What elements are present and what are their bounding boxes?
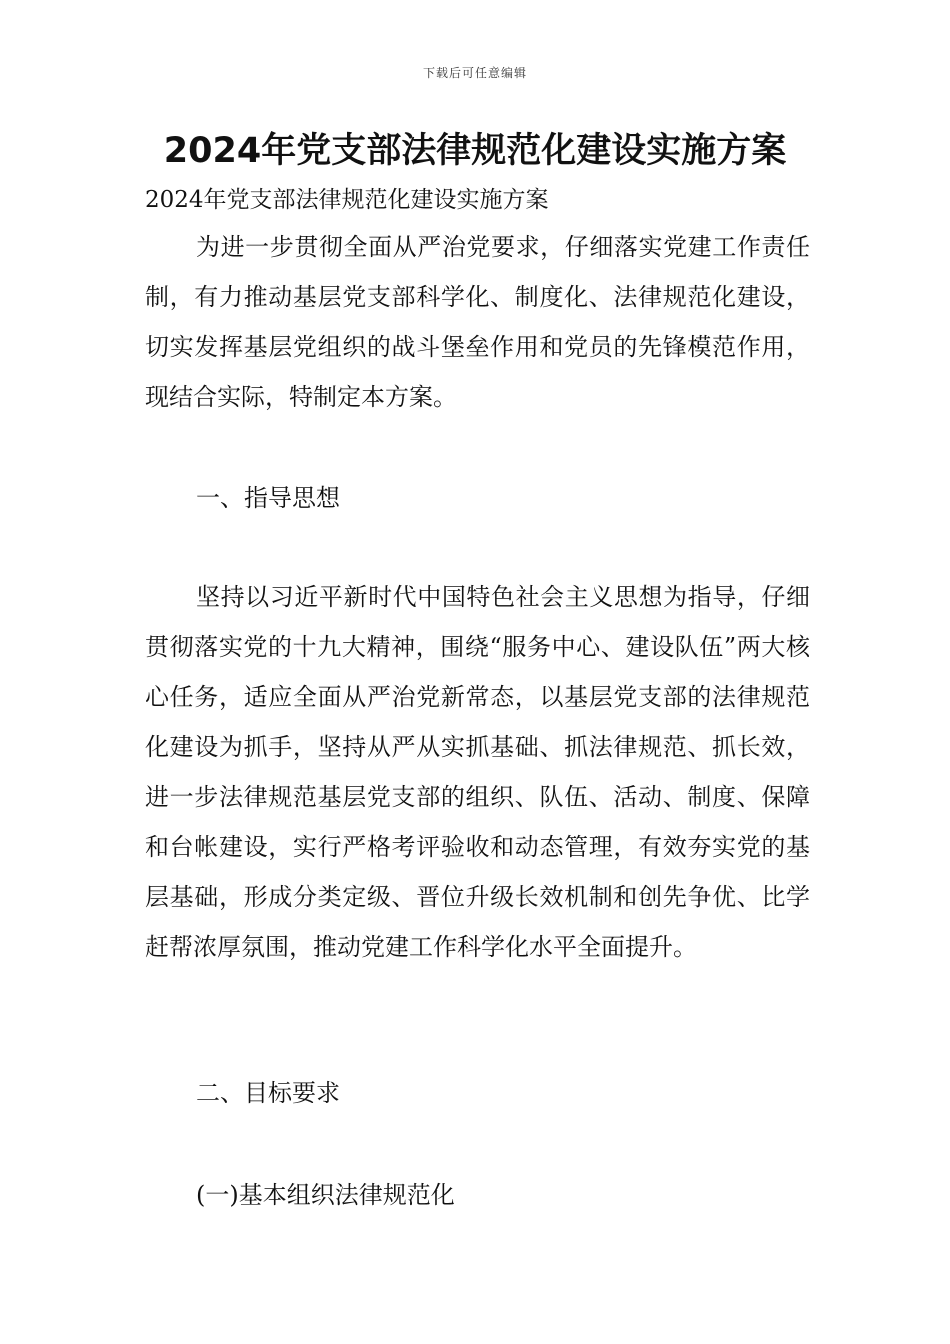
intro-paragraph: 为进一步贯彻全面从严治党要求，仔细落实党建工作责任制，有力推动基层党支部科学化、制度化、法律规范化建设，切实发挥基层党组织的战斗堡垒作用和党员的先锋模范作用，现结合实际，特制定本方案。 [145, 233, 810, 411]
section-heading: 二、目标要求 [196, 1079, 340, 1107]
document-subtitle: 2024年党支部法律规范化建设实施方案 [145, 187, 549, 213]
section-body-paragraph: 坚持以习近平新时代中国特色社会主义思想为指导，仔细贯彻落实党的十九大精神，围绕“服务中心、建设队伍”两大核心任务，适应全面从严治党新常态，以基层党支部的法律规范化建设为抓手，坚持从严从实抓基础、抓法律规范、抓长效，进一步法律规范基层党支部的组织、队伍、活动、制度、保障和台帐建设，实行严格考评验收和动态管理，有效夯实党的基层基础，形成分类定级、晋位升级长效机制和创先争优、比学赶帮浓厚氛围，推动党建工作科学化水平全面提升。 [145, 583, 810, 961]
subsection-heading: (一)基本组织法律规范化 [196, 1181, 455, 1209]
section-heading: 一、指导思想 [196, 484, 340, 512]
document-title: 2024年党支部法律规范化建设实施方案 [163, 131, 787, 171]
header-note: 下载后可任意编辑 [422, 66, 527, 80]
